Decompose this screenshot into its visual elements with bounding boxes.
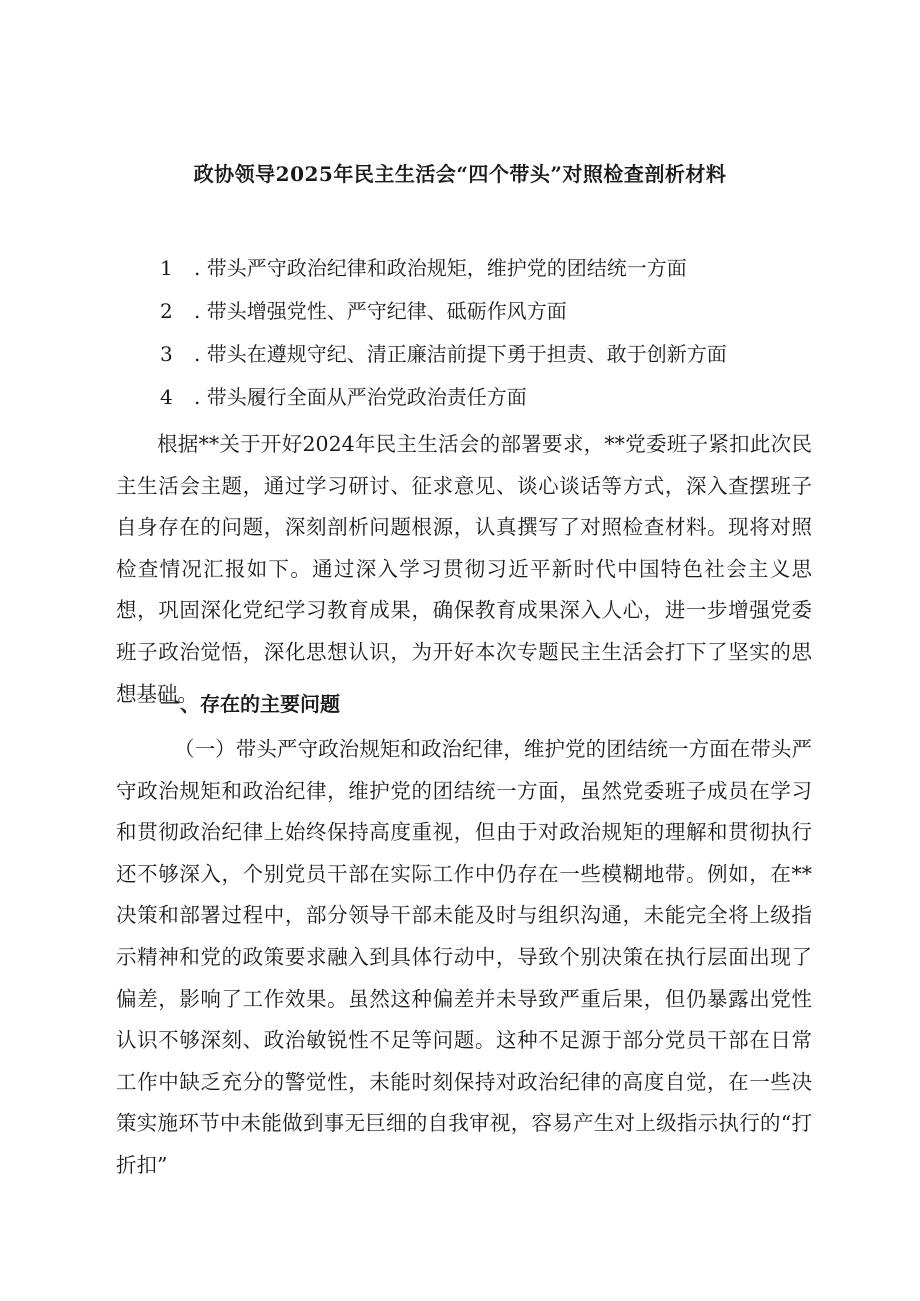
toc-item-number: 2 (160, 299, 173, 323)
document-title: 政协领导2025年民主生活会“四个带头”对照检查剖析材料 (193, 162, 727, 186)
intro-paragraph: 根据**关于开好2024年民主生活会的部署要求，**党委班子紧扣此次民主生活会主题，通过学习研讨、征求意见、谈心谈话等方式，深入查摆班子自身存在的问题，深刻剖析问题根源，认真撰写了对照检查材料。现将对照检查情况汇报如下。通过深入学习贯彻习近平新时代中国特色社会主义思想，巩固深化党纪学习教育成果，确保教育成果深入人心，进一步增强党委班子政治觉悟，深化思想认识，为开好本次专题民主生活会打下了坚实的思想基础。 (116, 432, 812, 706)
toc-item-number: 1 (160, 256, 173, 280)
toc-item-text: . 带头在遵规守纪、清正廉洁前提下勇于担责、敢于创新方面 (194, 342, 727, 366)
toc-item-number: 3 (160, 342, 173, 366)
section-paragraph: （一）带头严守政治规矩和政治纪律，维护党的团结统一方面在带头严守政治规矩和政治纪律，维护党的团结统一方面，虽然党委班子成员在学习和贯彻政治纪律上始终保持高度重视，但由于对政治规矩的理解和贯彻执行还不够深入，个别党员干部在实际工作中仍存在一些模糊地带。例如，在**决策和部署过程中，部分领导干部未能及时与组织沟通，未能完全将上级指示精神和党的政策要求融入到具体行动中，导致个别决策在执行层面出现了偏差，影响了工作效果。虽然这种偏差并未导致严重后果，但仍暴露出党性认识不够深刻、政治敏锐性不足等问题。这种不足源于部分党员干部在日常工作中缺乏充分的警觉性，未能时刻保持对政治纪律的高度自觉，在一些决策实施环节中未能做到事无巨细的自我审视，容易产生对上级指示执行的“打折扣” (116, 737, 812, 1177)
section-heading: 一、存在的主要问题 (160, 692, 340, 716)
toc-item (160, 342, 727, 385)
toc-item-text: . 带头增强党性、严守纪律、砥砺作风方面 (194, 299, 567, 323)
toc-item-text: . 带头履行全面从严治党政治责任方面 (194, 385, 527, 409)
toc-item (160, 385, 727, 428)
toc-item (160, 299, 727, 342)
toc-item (160, 256, 727, 299)
toc-list (160, 256, 727, 428)
toc-item-text: . 带头严守政治纪律和政治规矩，维护党的团结统一方面 (194, 256, 687, 280)
toc-item-number: 4 (160, 385, 173, 409)
